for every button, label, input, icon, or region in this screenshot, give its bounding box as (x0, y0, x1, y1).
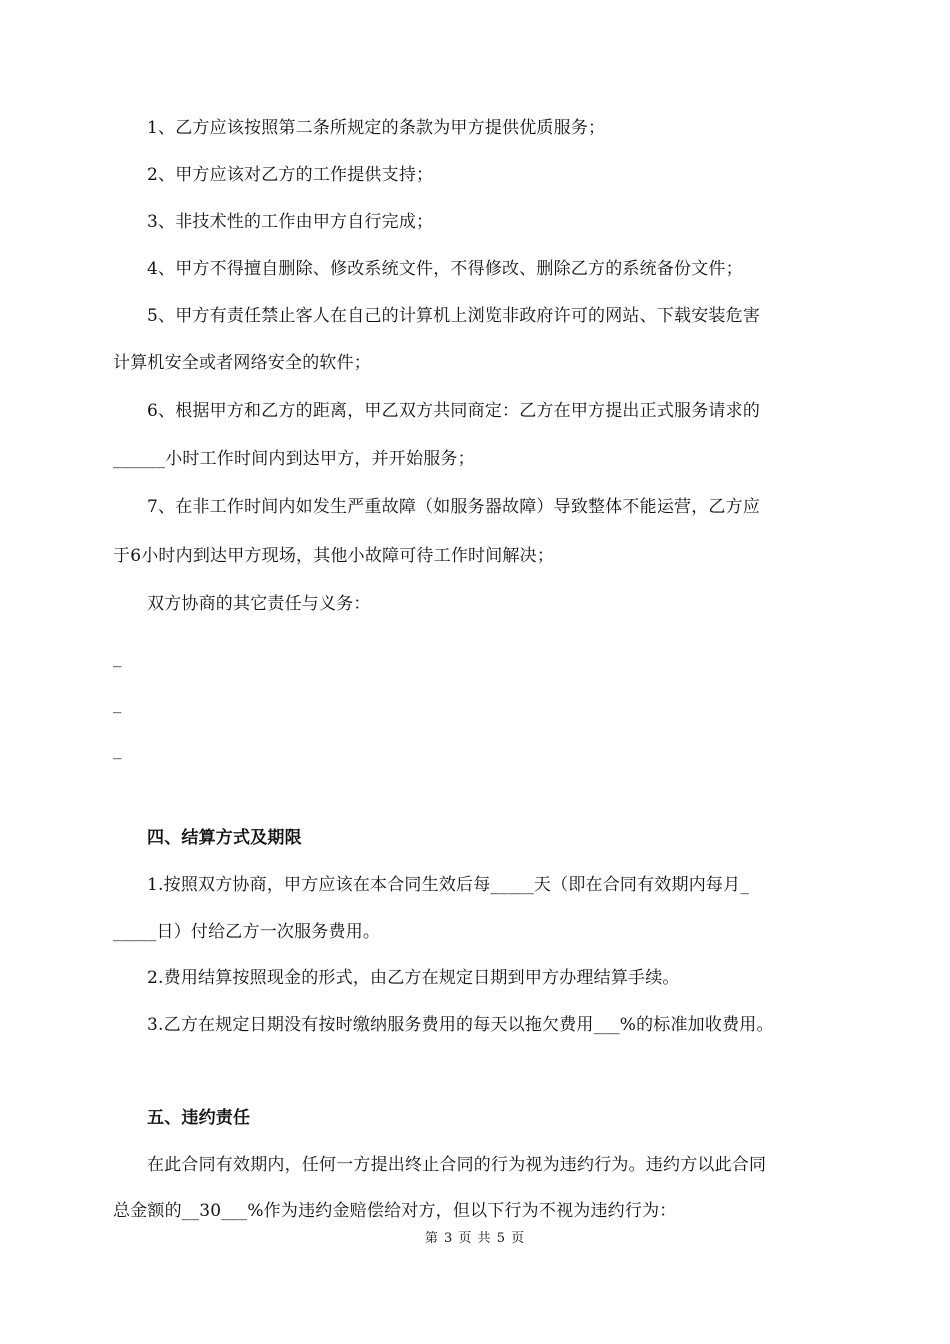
breach-line-2: 总金额的__30___%作为违约金赔偿给对方，但以下行为不视为违约行为： (113, 1201, 677, 1221)
section-4-heading: 四、结算方式及期限 (147, 828, 302, 848)
settlement-line-1: 1.按照双方协商，甲方应该在本合同生效后每_____天（即在合同有效期内每月_ (147, 875, 750, 895)
clause-line-6-cont: ______小时工作时间内到达甲方，并开始服务； (113, 449, 475, 469)
section-5-heading: 五、违约责任 (147, 1108, 251, 1128)
settlement-line-3: 3.乙方在规定日期没有按时缴纳服务费用的每天以拖欠费用___%的标准加收费用。 (147, 1015, 774, 1035)
clause-line-4: 4、甲方不得擅自删除、修改系统文件，不得修改、删除乙方的系统备份文件； (147, 259, 743, 279)
page-number: 第 3 页 共 5 页 (424, 1231, 526, 1246)
clause-line-3: 3、非技术性的工作由甲方自行完成； (147, 212, 434, 232)
clause-line-5: 5、甲方有责任禁止客人在自己的计算机上浏览非政府许可的网站、下载安装危害 (147, 306, 761, 326)
other-duties-label: 双方协商的其它责任与义务： (147, 594, 371, 614)
clause-line-1: 1、乙方应该按照第二条所规定的条款为甲方提供优质服务； (147, 118, 606, 138)
clause-line-5-cont: 计算机安全或者网络安全的软件； (113, 353, 371, 373)
clause-line-7: 7、在非工作时间内如发生严重故障（如服务器故障）导致整体不能运营，乙方应 (147, 497, 761, 517)
clause-line-7-cont: 于6小时内到达甲方现场，其他小故障可待工作时间解决； (113, 546, 555, 566)
settlement-line-1-cont: _____日）付给乙方一次服务费用。 (113, 922, 381, 942)
clause-line-6: 6、根据甲方和乙方的距离，甲乙双方共同商定：乙方在甲方提出正式服务请求的 (147, 401, 761, 421)
blank-line-1: _ (113, 648, 122, 668)
clause-line-2: 2、甲方应该对乙方的工作提供支持； (147, 165, 434, 185)
settlement-line-2: 2.费用结算按照现金的形式，由乙方在规定日期到甲方办理结算手续。 (147, 968, 680, 988)
breach-line-1: 在此合同有效期内，任何一方提出终止合同的行为视为违约行为。违约方以此合同 (147, 1155, 767, 1175)
blank-line-2: _ (113, 694, 122, 714)
blank-line-3: _ (113, 740, 122, 760)
